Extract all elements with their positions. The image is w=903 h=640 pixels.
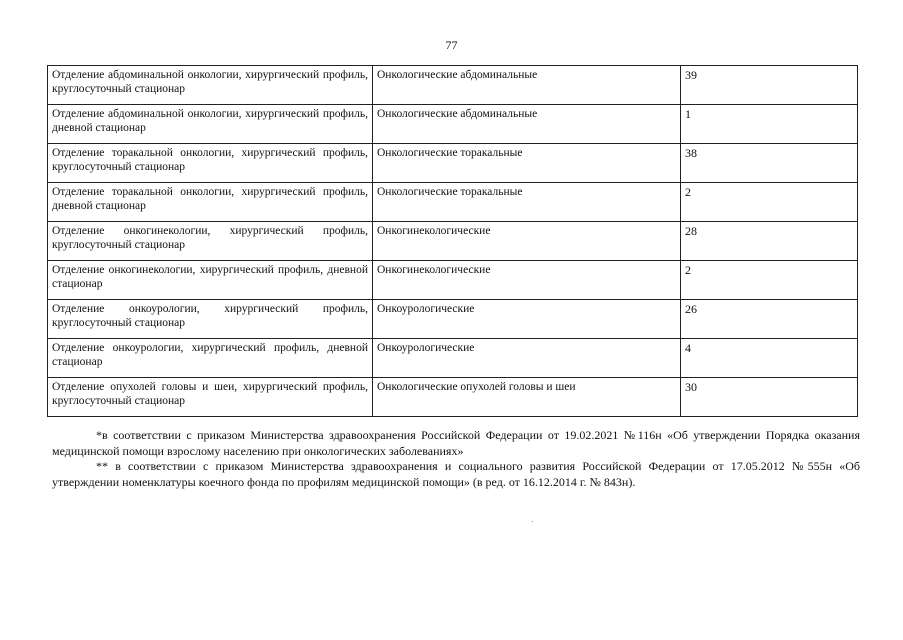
footnote-2: ** в соответствии с приказом Министерства здравоохранения и социального развития Российской Федерации от 17.05.2012 №555н «Об утверждении номенклатуры коечного фонда по профилям медицинской помощи» (в ред. от 16.12.2014 г. № 843н).	[52, 459, 860, 489]
bed-profile-cell: Онкологические торакальные	[373, 183, 681, 222]
table-row	[48, 144, 858, 183]
table-row	[48, 339, 858, 378]
bed-count-cell: 39	[681, 66, 858, 105]
table-row	[48, 66, 858, 105]
bed-fund-table	[47, 65, 858, 417]
bed-profile-cell: Онкологические торакальные	[373, 144, 681, 183]
bed-profile-cell: Онкогинекологические	[373, 222, 681, 261]
footnote-1: *в соответствии с приказом Министерства здравоохранения Российской Федерации от 19.02.2021 №116н «Об утверждении Порядка оказания медицинской помощи взрослому населению при онкологических заболеваниях»	[52, 428, 860, 458]
table-row	[48, 183, 858, 222]
bed-profile-cell: Онкологические абдоминальные	[373, 66, 681, 105]
department-cell: Отделение онкогинекологии, хирургический профиль, дневной стационар	[48, 261, 373, 300]
bed-count-cell: 1	[681, 105, 858, 144]
department-cell: Отделение торакальной онкологии, хирургический профиль, круглосуточный стационар	[48, 144, 373, 183]
bed-profile-cell: Онкологические опухолей головы и шеи	[373, 378, 681, 417]
footnotes	[52, 428, 860, 490]
table-body	[48, 66, 858, 417]
bed-count-cell: 4	[681, 339, 858, 378]
table-row	[48, 300, 858, 339]
scan-speck	[532, 521, 533, 522]
department-cell: Отделение онкоурологии, хирургический профиль, дневной стационар	[48, 339, 373, 378]
bed-profile-cell: Онкоурологические	[373, 300, 681, 339]
department-cell: Отделение абдоминальной онкологии, хирургический профиль, дневной стационар	[48, 105, 373, 144]
table-row	[48, 222, 858, 261]
bed-profile-cell: Онкологические абдоминальные	[373, 105, 681, 144]
department-cell: Отделение онкоурологии, хирургический профиль, круглосуточный стационар	[48, 300, 373, 339]
department-cell: Отделение торакальной онкологии, хирургический профиль, дневной стационар	[48, 183, 373, 222]
table-row	[48, 261, 858, 300]
page-number: 77	[445, 38, 458, 52]
bed-profile-cell: Онкогинекологические	[373, 261, 681, 300]
bed-count-cell: 2	[681, 183, 858, 222]
department-cell: Отделение опухолей головы и шеи, хирургический профиль, круглосуточный стационар	[48, 378, 373, 417]
department-cell: Отделение абдоминальной онкологии, хирургический профиль, круглосуточный стационар	[48, 66, 373, 105]
table-row	[48, 105, 858, 144]
table-row	[48, 378, 858, 417]
bed-count-cell: 26	[681, 300, 858, 339]
bed-profile-cell: Онкоурологические	[373, 339, 681, 378]
bed-count-cell: 2	[681, 261, 858, 300]
department-cell: Отделение онкогинекологии, хирургический профиль, круглосуточный стационар	[48, 222, 373, 261]
bed-count-cell: 30	[681, 378, 858, 417]
bed-count-cell: 38	[681, 144, 858, 183]
bed-count-cell: 28	[681, 222, 858, 261]
